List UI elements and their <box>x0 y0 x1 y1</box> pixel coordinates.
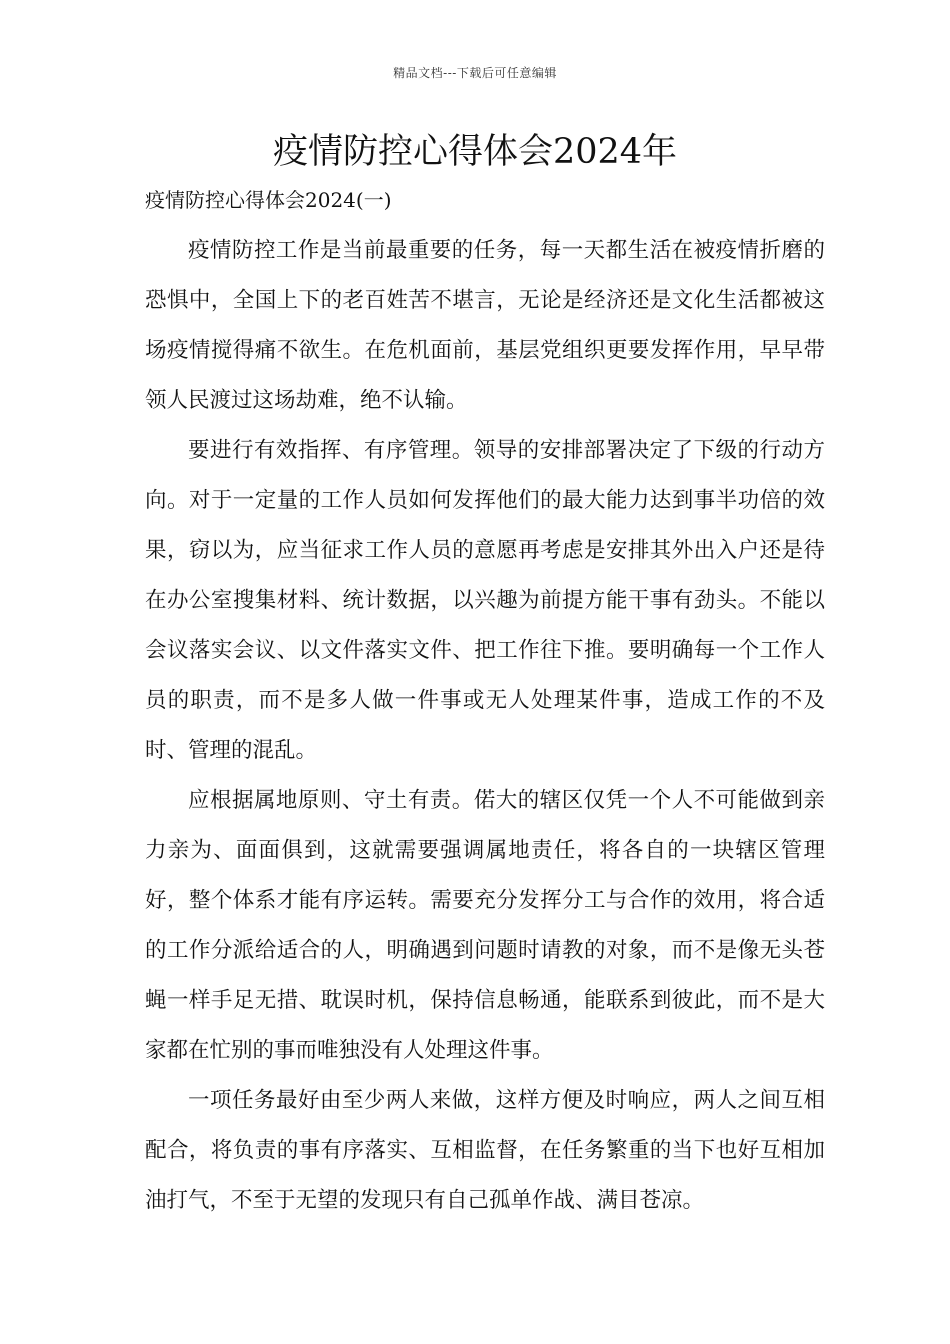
body-text <box>145 226 825 1226</box>
paragraph: 要进行有效指挥、有序管理。领导的安排部署决定了下级的行动方向。对于一定量的工作人员如何发挥他们的最大能力达到事半功倍的效果，窃以为，应当征求工作人员的意愿再考虑是安排其外出入户还是待在办公室搜集材料、统计数据，以兴趣为前提方能干事有劲头。不能以会议落实会议、以文件落实文件、把工作往下推。要明确每一个工作人员的职责，而不是多人做一件事或无人处理某件事，造成工作的不及时、管理的混乱。 <box>145 438 825 763</box>
header-note: 精品文档---下载后可任意编辑 <box>393 66 557 80</box>
paragraph: 一项任务最好由至少两人来做，这样方便及时响应，两人之间互相配合，将负责的事有序落实、互相监督，在任务繁重的当下也好互相加油打气，不至于无望的发现只有自己孤单作战、满目苍凉。 <box>145 1088 825 1213</box>
section-subtitle: 疫情防控心得体会2024(一) <box>145 188 392 212</box>
document-title: 疫情防控心得体会2024年 <box>272 132 678 172</box>
paragraph: 应根据属地原则、守土有责。偌大的辖区仅凭一个人不可能做到亲力亲为、面面俱到，这就需要强调属地责任，将各自的一块辖区管理好，整个体系才能有序运转。需要充分发挥分工与合作的效用，将合适的工作分派给适合的人，明确遇到问题时请教的对象，而不是像无头苍蝇一样手足无措、耽误时机，保持信息畅通，能联系到彼此，而不是大家都在忙别的事而唯独没有人处理这件事。 <box>145 788 825 1063</box>
paragraph: 疫情防控工作是当前最重要的任务，每一天都生活在被疫情折磨的恐惧中，全国上下的老百姓苦不堪言，无论是经济还是文化生活都被这场疫情搅得痛不欲生。在危机面前，基层党组织更要发挥作用，早早带领人民渡过这场劫难，绝不认输。 <box>145 238 825 413</box>
